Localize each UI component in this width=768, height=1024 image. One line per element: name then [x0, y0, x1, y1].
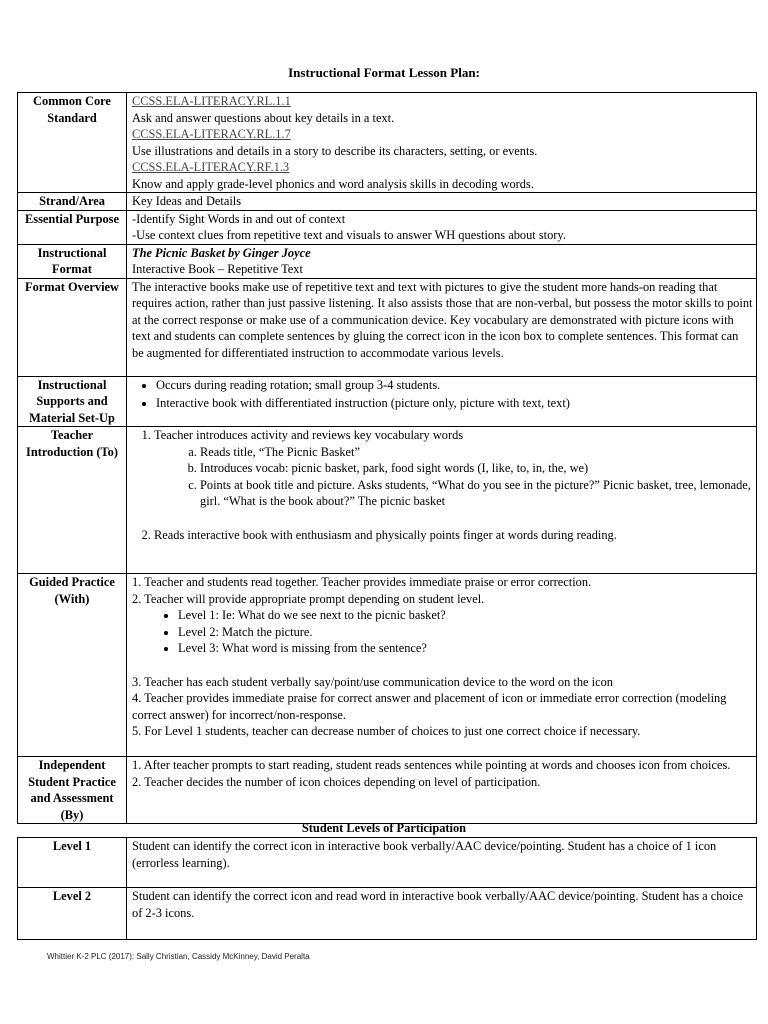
label-level-2: Level 2 [18, 888, 127, 940]
lesson-plan-table [17, 92, 757, 824]
row-supports [18, 376, 757, 427]
independent-step: 1. After teacher prompts to start reading, student reads sentences while pointing at words and chooses icon from choices. [132, 758, 731, 772]
label-format-overview: Format Overview [18, 278, 127, 376]
row-essential-purpose [18, 210, 757, 244]
content-level-1: Student can identify the correct icon in interactive book verbally/AAC device/pointing. Student has a choice of 1 icon (errorless learning). [127, 838, 757, 888]
row-instructional-format [18, 244, 757, 278]
levels-heading: Student Levels of Participation [301, 821, 467, 835]
levels-table [17, 837, 757, 940]
standard-link-rf-1-3[interactable]: CCSS.ELA-LITERACY.RF.1.3 [132, 160, 290, 174]
label-common-core: Common Core Standard [18, 93, 127, 193]
label-instructional-format: Instructional Format [18, 244, 127, 278]
standard-text: Ask and answer questions about key details in a text. [132, 110, 395, 125]
label-guided-practice: Guided Practice (With) [18, 574, 127, 757]
row-guided-practice [18, 574, 757, 757]
supports-list [132, 377, 753, 412]
content-supports [127, 376, 757, 427]
row-teacher-introduction [18, 427, 757, 574]
book-title: The Picnic Basket by Ginger Joyce [132, 245, 311, 260]
list-item: b. Introduces vocab: picnic basket, park, food sight words (I, like, to, in, the, we) [200, 460, 753, 477]
row-format-overview [18, 278, 757, 376]
list-item: 2. Reads interactive book with enthusiasm and physically points finger at words during reading. [154, 527, 753, 544]
list-item [154, 427, 753, 527]
label-teacher-introduction: Teacher Introduction (To) [18, 427, 127, 574]
row-independent-practice [18, 757, 757, 824]
list-item: • Level 2: Match the picture. [178, 624, 753, 641]
row-strand [18, 193, 757, 211]
row-level-1 [18, 838, 757, 888]
content-level-2: Student can identify the correct icon and read word in interactive book verbally/AAC device/pointing. Student has a choice of 2-3 icons. [127, 888, 757, 940]
intro-substeps [154, 444, 753, 510]
standard-text: Know and apply grade-level phonics and word analysis skills in decoding words. [132, 176, 534, 191]
label-level-1: Level 1 [18, 838, 127, 888]
standard-text: Use illustrations and details in a story to describe its characters, setting, or events. [132, 143, 538, 158]
guided-step: 4. Teacher provides immediate praise for correct answer and placement of icon or immediate error correction (modeling correct answer) for incorrect/non-response. [132, 691, 727, 722]
purpose-line: -Identify Sight Words in and out of context [132, 211, 346, 226]
intro-step-1: Teacher introduces activity and reviews key vocabulary words [154, 428, 464, 442]
list-item: • Level 1: Ie: What do we see next to the picnic basket? [178, 607, 753, 624]
label-strand: Strand/Area [18, 193, 127, 211]
row-common-core [18, 93, 757, 193]
content-independent-practice [127, 757, 757, 824]
content-guided-practice [127, 574, 757, 757]
intro-steps [132, 427, 753, 543]
guided-levels [132, 607, 753, 657]
standard-link-rl-1-1[interactable]: CCSS.ELA-LITERACY.RL.1.1 [132, 94, 291, 108]
list-item: a. Reads title, “The Picnic Basket” [200, 444, 753, 461]
content-essential-purpose [127, 210, 757, 244]
content-instructional-format [127, 244, 757, 278]
document-title: Instructional Format Lesson Plan: [288, 65, 480, 80]
content-common-core [127, 93, 757, 193]
purpose-line: -Use context clues from repetitive text and visuals to answer WH questions about story. [132, 228, 566, 242]
label-essential-purpose: Essential Purpose [18, 210, 127, 244]
list-item: • Level 3: What word is missing from the sentence? [178, 640, 753, 657]
list-item: c. Points at book title and picture. Asks students, “What do you see in the picture?” Picnic basket, tree, lemonade, girl. “What is the book about?” The picnic basket [200, 477, 753, 510]
label-supports: Instructional Supports and Material Set-Up [18, 376, 127, 427]
format-type: Interactive Book – Repetitive Text [132, 262, 303, 276]
content-format-overview: The interactive books make use of repetitive text and text with pictures to give the student more hands-on reading that requires action, rather than just passive listening. It also assists those that are non-verbal, but possess the motor skills to point at the correct response or make use of a communication device. Key vocabulary are demonstrated with picture icons with text and students can complete sentences by gluing the correct icon in the icon box to complete sentences. This format can be augmented for differentiated instruction to accommodate various levels. [127, 278, 757, 376]
guided-step: 2. Teacher will provide appropriate prompt depending on student level. [132, 591, 485, 606]
independent-step: 2. Teacher decides the number of icon choices depending on level of participation. [132, 774, 541, 789]
footer-credits: Whittier K-2 PLC (2017): Sally Christian, Cassidy McKinney, David Peralta [47, 952, 310, 961]
label-independent-practice: Independent Student Practice and Assessment (By) [18, 757, 127, 824]
content-teacher-introduction [127, 427, 757, 574]
list-item: • Occurs during reading rotation; small group 3-4 students. [156, 377, 753, 394]
guided-step: 5. For Level 1 students, teacher can decrease number of choices to just one correct choice if necessary. [132, 724, 641, 738]
standard-link-rl-1-7[interactable]: CCSS.ELA-LITERACY.RL.1.7 [132, 127, 291, 141]
guided-step: 1. Teacher and students read together. Teacher provides immediate praise or error correction. [132, 575, 592, 589]
content-strand: Key Ideas and Details [127, 193, 757, 211]
guided-step: 3. Teacher has each student verbally say/point/use communication device to the word on the icon [132, 674, 613, 689]
list-item: • Interactive book with differentiated instruction (picture only, picture with text, text) [156, 395, 753, 412]
row-level-2 [18, 888, 757, 940]
